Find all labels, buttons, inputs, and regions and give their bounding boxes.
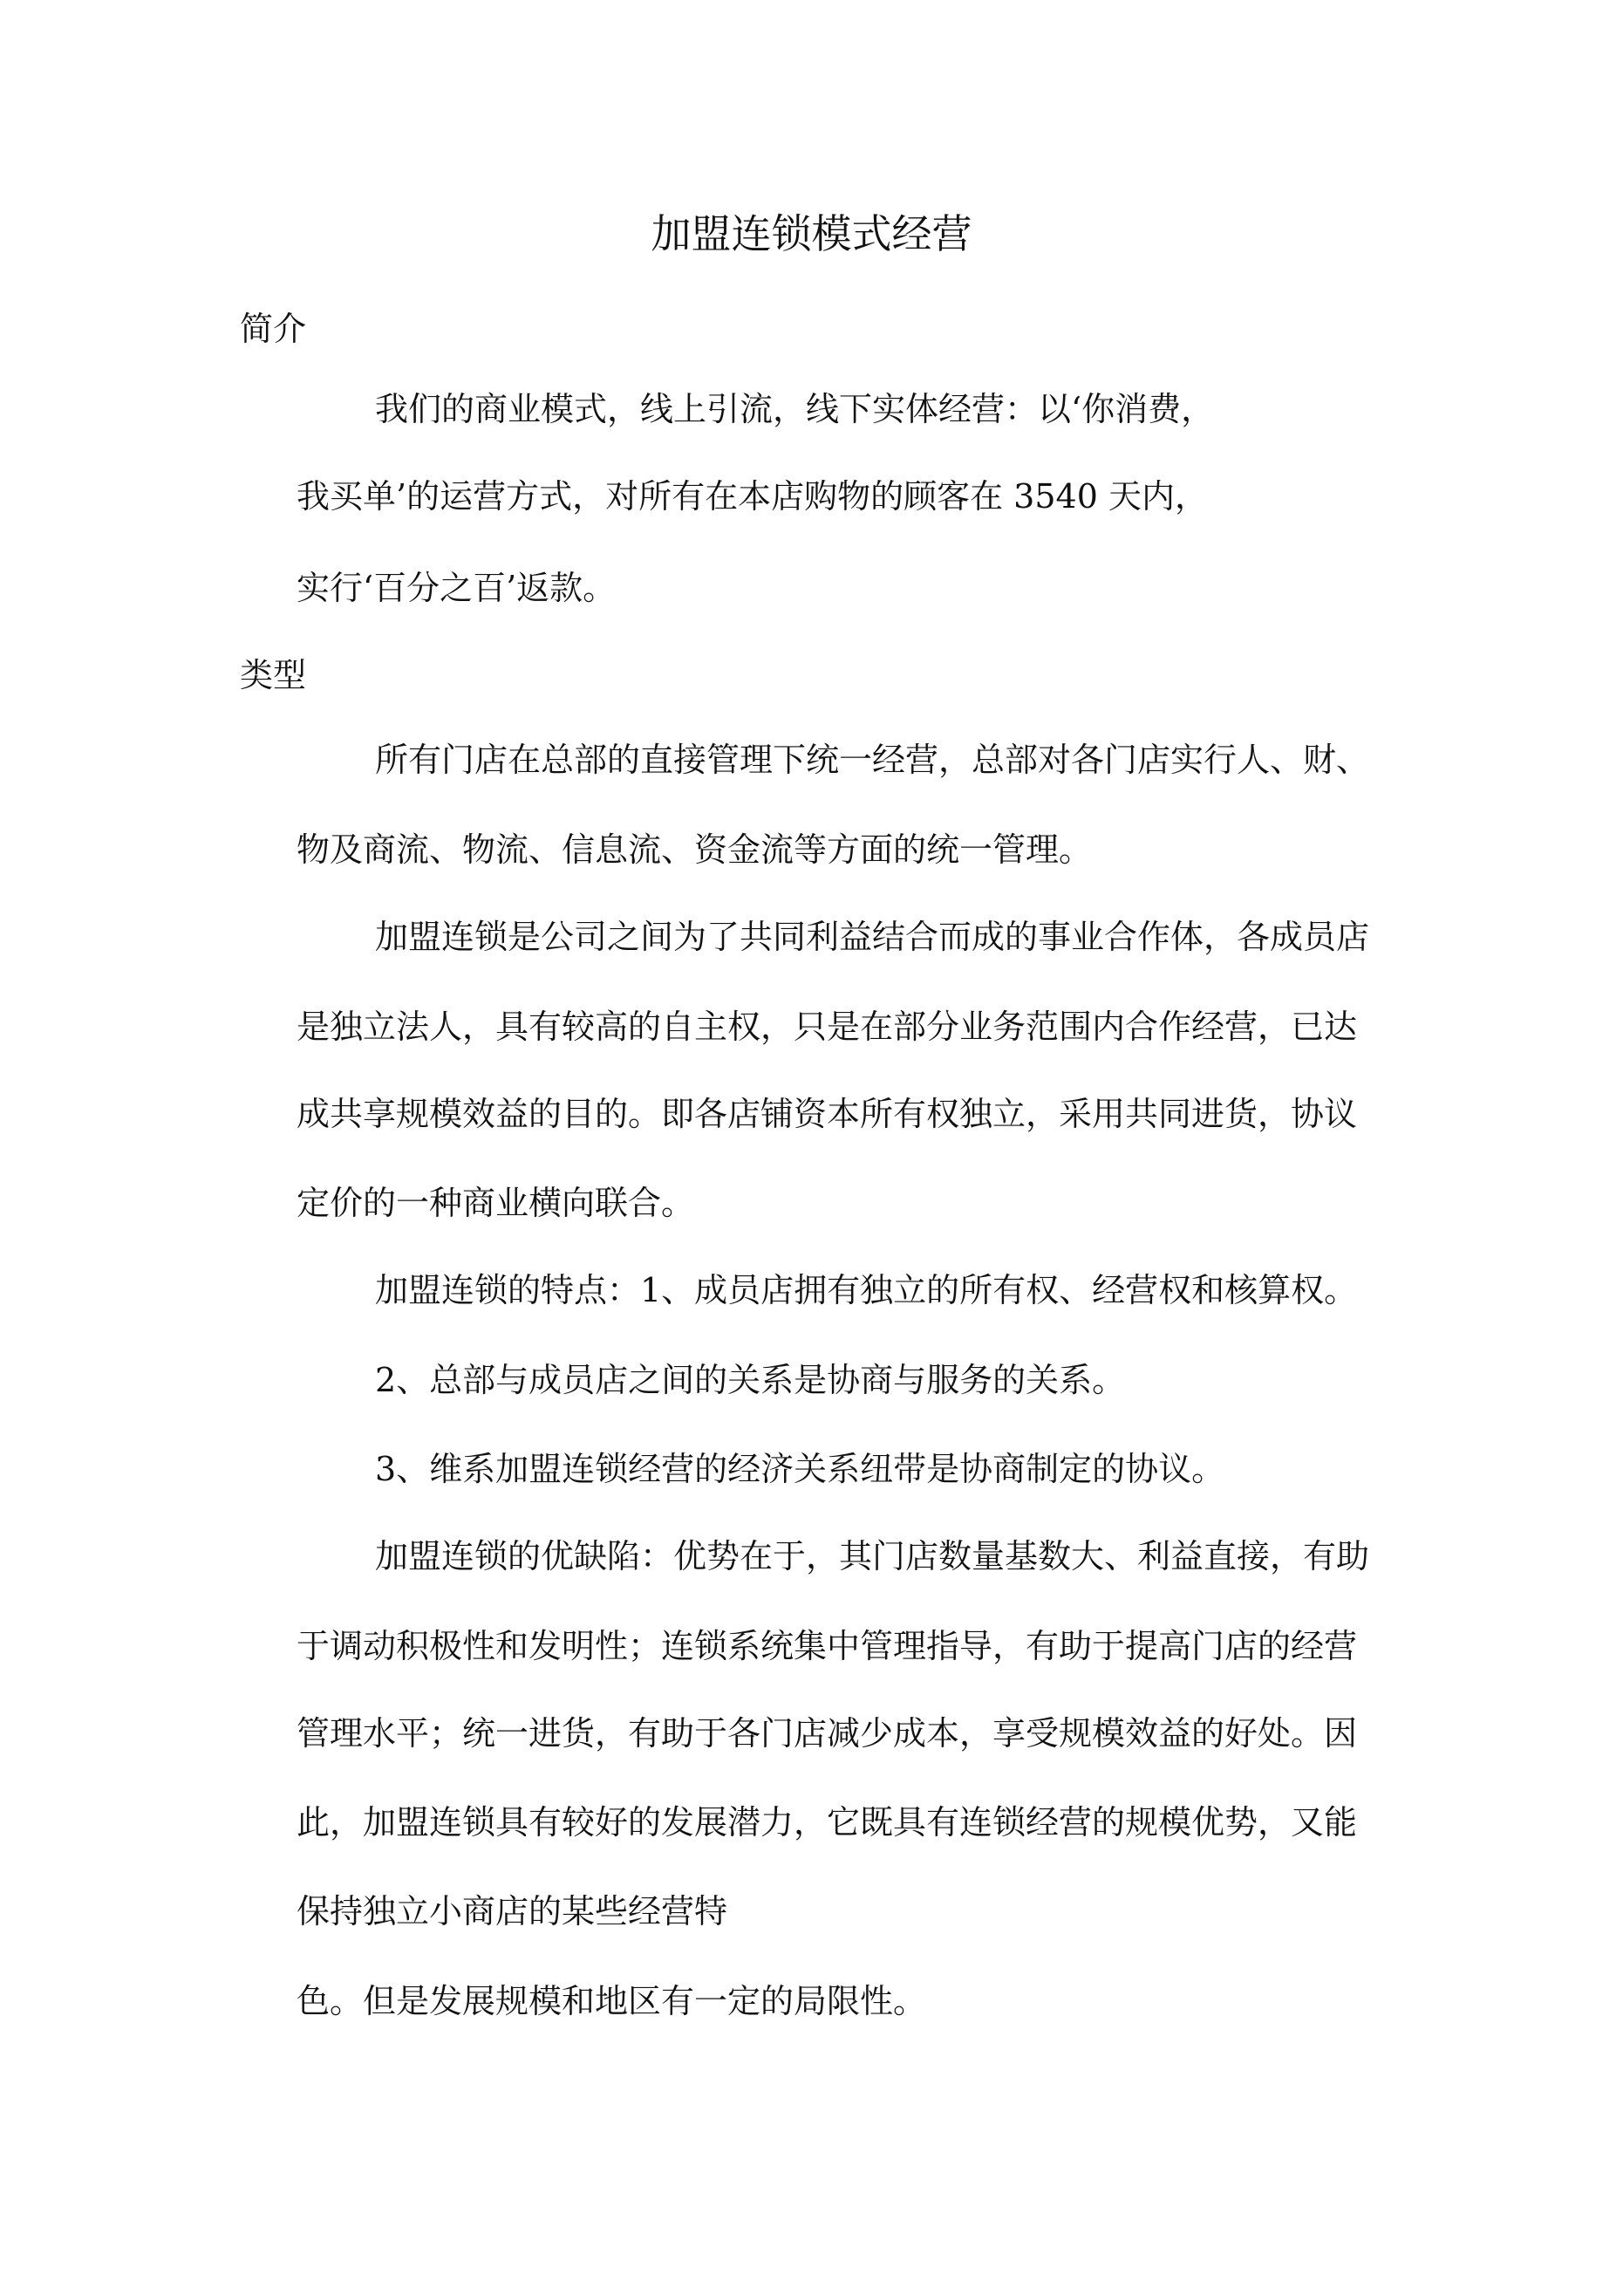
paragraph-line: 成共享规模效益的目的。即各店铺资本所有权独立，采用共同进货，协议 — [297, 1095, 1358, 1133]
paragraph-line: 加盟连锁是公司之间为了共同利益结合而成的事业合作体，各成员店 — [375, 918, 1370, 956]
paragraph-line: 色。但是发展规模和地区有一定的局限性。 — [297, 1982, 927, 2020]
paragraph-line: 我买单’的运营方式，对所有在本店购物的顾客在 3540 天内， — [297, 477, 1208, 516]
paragraph-line: 定价的一种商业横向联合。 — [297, 1184, 695, 1222]
paragraph-line: 保持独立小商店的某些经营特 — [297, 1892, 728, 1930]
paragraph-line: 物及商流、物流、信息流、资金流等方面的统一管理。 — [297, 830, 1093, 869]
section-heading-intro: 简介 — [240, 310, 307, 348]
paragraph-line: 所有门店在总部的直接管理下统一经营，总部对各门店实行人、财、 — [375, 741, 1370, 779]
paragraph-line: 2、总部与成员店之间的关系是协商与服务的关系。 — [375, 1361, 1126, 1399]
paragraph-line: 加盟连锁的特点：1、成员店拥有独立的所有权、经营权和核算权。 — [375, 1271, 1358, 1309]
paragraph-line: 加盟连锁的优缺陷：优势在于，其门店数量基数大、利益直接，有助 — [375, 1537, 1370, 1575]
paragraph-line: 是独立法人，具有较高的自主权，只是在部分业务范围内合作经营，已达 — [297, 1008, 1358, 1046]
document-title: 加盟连锁模式经营 — [651, 210, 972, 257]
paragraph-line: 3、维系加盟连锁经营的经济关系纽带是协商制定的协议。 — [375, 1450, 1225, 1488]
paragraph-line: 管理水平；统一进货，有助于各门店减少成本，享受规模效益的好处。因 — [297, 1714, 1358, 1753]
section-heading-type: 类型 — [240, 656, 307, 694]
paragraph-line: 此，加盟连锁具有较好的发展潜力，它既具有连锁经营的规模优势，又能 — [297, 1803, 1358, 1842]
paragraph-line: 于调动积极性和发明性；连锁系统集中管理指导，有助于提高门店的经营 — [297, 1627, 1358, 1665]
paragraph-line: 我们的商业模式，线上引流，线下实体经营：以‘你消费， — [375, 390, 1215, 428]
paragraph-line: 实行‘百分之百’返款。 — [297, 569, 617, 607]
